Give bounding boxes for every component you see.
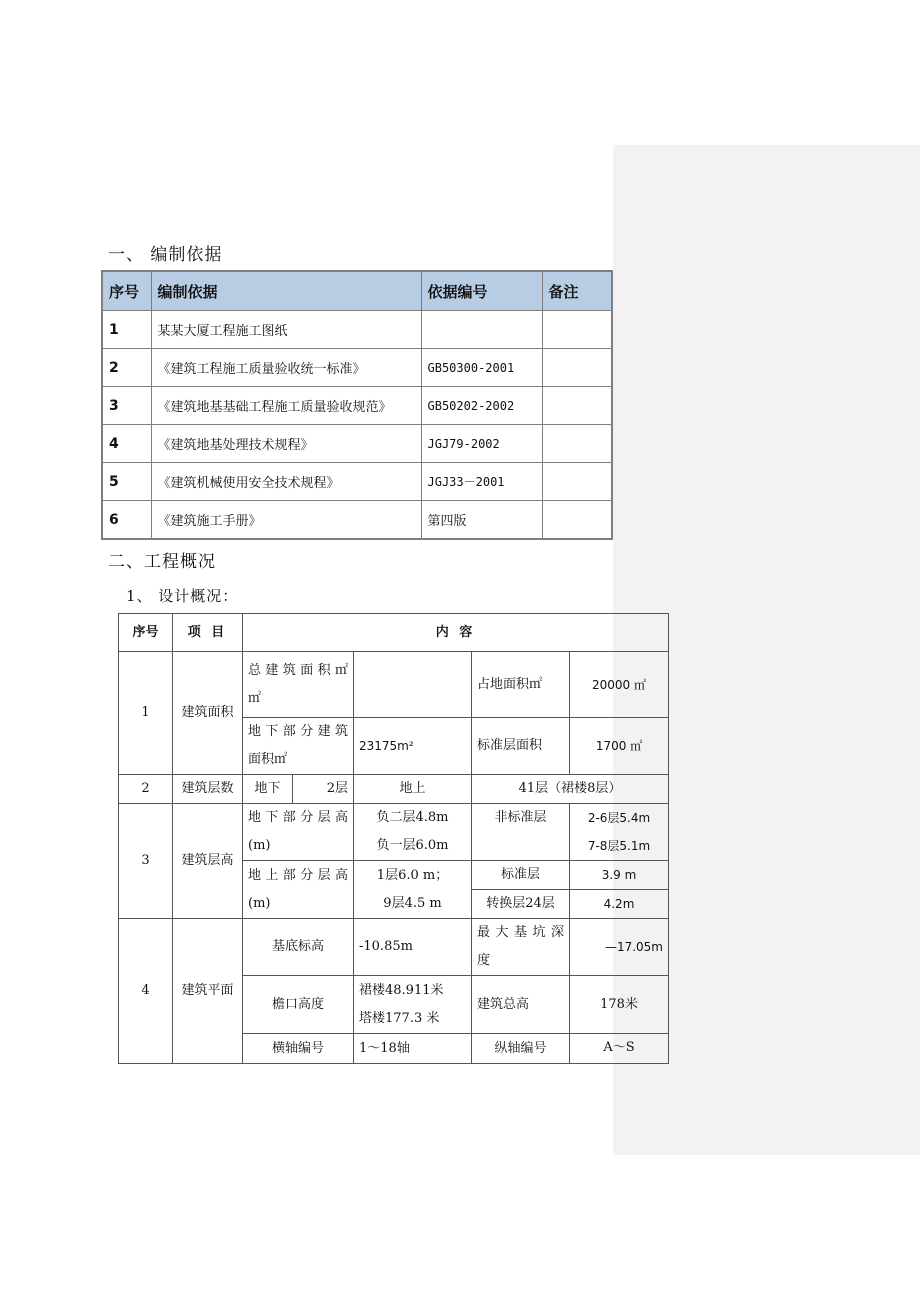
row-code: JGJ33－2001 [421,463,542,501]
above-height-label-a: 地上部分层高 [248,867,348,883]
nonstandard-floor-label: 非标准层 [472,804,570,861]
eave-height-v1: 裙楼48.911米 [359,982,444,998]
max-pit-depth-label-a: 最大基坑深 [477,925,564,940]
row-no: 3 [102,387,151,425]
underground-height-label [243,804,354,861]
underground-height-label-b: (m) [248,838,271,853]
section-heading-overview: 二、工程概况 [108,552,216,572]
header-basis: 编制依据 [151,271,421,311]
row-remark [542,425,612,463]
basis-table-header [102,271,612,311]
table-row [102,311,612,349]
transfer-floor-label: 转换层24层 [472,890,570,919]
row-no: 4 [119,919,173,1064]
row-name: 《建筑地基处理技术规程》 [151,425,421,463]
horizontal-axis-label: 横轴编号 [243,1034,354,1064]
underground-height-v1: 负二层4.8m [376,810,449,825]
underground-area-label [243,718,354,775]
underground-height-v2: 负一层6.0m [376,838,449,853]
total-height-label: 建筑总高 [472,976,570,1034]
transfer-floor-value: 4.2m [570,890,669,919]
basis-table [101,270,613,540]
row-item: 建筑面积 [173,652,243,775]
row-name: 《建筑施工手册》 [151,501,421,540]
above-floors-value: 41层（裙楼8层） [472,775,669,804]
row-name: 《建筑机械使用安全技术规程》 [151,463,421,501]
section-heading-basis: 一、 编制依据 [108,245,223,265]
max-pit-depth-label [472,919,570,976]
vertical-axis-value: A～S [570,1034,669,1064]
nonstandard-floor-v1: 2-6层5.4m [587,811,651,825]
horizontal-axis-value: 1～18轴 [354,1034,472,1064]
underground-height-values [354,804,472,861]
header-code: 依据编号 [421,271,542,311]
table-row [102,425,612,463]
underground-floors-label: 地下 [243,775,293,804]
row-name: 《建筑工程施工质量验收统一标准》 [151,349,421,387]
max-pit-depth-label-b: 度 [477,953,491,968]
row-name: 某某大厦工程施工图纸 [151,311,421,349]
row-remark [542,501,612,540]
row-remark [542,387,612,425]
total-area-label-b: ㎡ [248,690,262,706]
standard-floor-height-label: 标准层 [472,861,570,890]
total-area-label-a: 总建筑面积㎡ [248,662,348,678]
row-code [421,311,542,349]
row-item: 建筑层高 [173,804,243,919]
vertical-axis-label: 纵轴编号 [472,1034,570,1064]
row-name: 《建筑地基基础工程施工质量验收规范》 [151,387,421,425]
total-height-value: 178米 [570,976,669,1034]
table-row [102,387,612,425]
header-no: 序号 [119,614,173,652]
row-remark [542,311,612,349]
standard-floor-area-label: 标准层面积 [472,718,570,775]
underground-area-value: 23175m² [354,718,472,775]
table-row [119,652,669,718]
table-row [119,804,669,833]
above-height-v2: 9层4.5 m [383,895,442,911]
land-area-value: 20000 ㎡ [570,652,669,718]
base-elevation-value: -10.85m [354,919,472,976]
row-item: 建筑层数 [173,775,243,804]
underground-area-label-a: 地下部分建筑 [248,724,348,739]
header-remark: 备注 [542,271,612,311]
table-row [119,775,669,804]
above-floors-label: 地上 [354,775,472,804]
base-elevation-label: 基底标高 [243,919,354,976]
above-height-label-b: (m) [248,895,271,911]
row-remark [542,349,612,387]
eave-height-values [354,976,472,1034]
design-overview-table [118,613,669,1064]
row-code: GB50202-2002 [421,387,542,425]
header-content: 内 容 [243,614,669,652]
row-no: 3 [119,804,173,919]
row-no: 5 [102,463,151,501]
underground-height-label-a: 地下部分层高 [248,810,348,825]
nonstandard-floor-v2: 7-8层5.1m [587,839,651,853]
total-area-value [354,652,472,718]
row-no: 4 [102,425,151,463]
header-item: 项 目 [173,614,243,652]
above-height-values [354,861,472,919]
total-area-label [243,652,354,718]
underground-area-label-b: 面积㎡ [248,752,288,767]
row-code: 第四版 [421,501,542,540]
above-height-v1: 1层6.0 m； [376,867,449,883]
eave-height-label: 檐口高度 [243,976,354,1034]
table-row [102,463,612,501]
max-pit-depth-value: —17.05m [570,919,669,976]
above-height-label [243,861,354,919]
standard-floor-height-value: 3.9 m [570,861,669,890]
nonstandard-floor-values [570,804,669,861]
table-row [102,501,612,540]
table-row [102,349,612,387]
subsection-heading-design: 1、 设计概况： [126,587,239,605]
table-row [119,919,669,976]
row-code: GB50300-2001 [421,349,542,387]
standard-floor-area-value: 1700 ㎡ [570,718,669,775]
header-no: 序号 [102,271,151,311]
land-area-label: 占地面积㎡ [472,652,570,718]
row-code: JGJ79-2002 [421,425,542,463]
row-remark [542,463,612,501]
row-item: 建筑平面 [173,919,243,1064]
row-no: 2 [119,775,173,804]
underground-floors-value: 2层 [293,775,354,804]
row-no: 2 [102,349,151,387]
row-no: 1 [119,652,173,775]
row-no: 6 [102,501,151,540]
row-no: 1 [102,311,151,349]
eave-height-v2: 塔楼177.3 米 [359,1010,440,1026]
design-table-header [119,614,669,652]
